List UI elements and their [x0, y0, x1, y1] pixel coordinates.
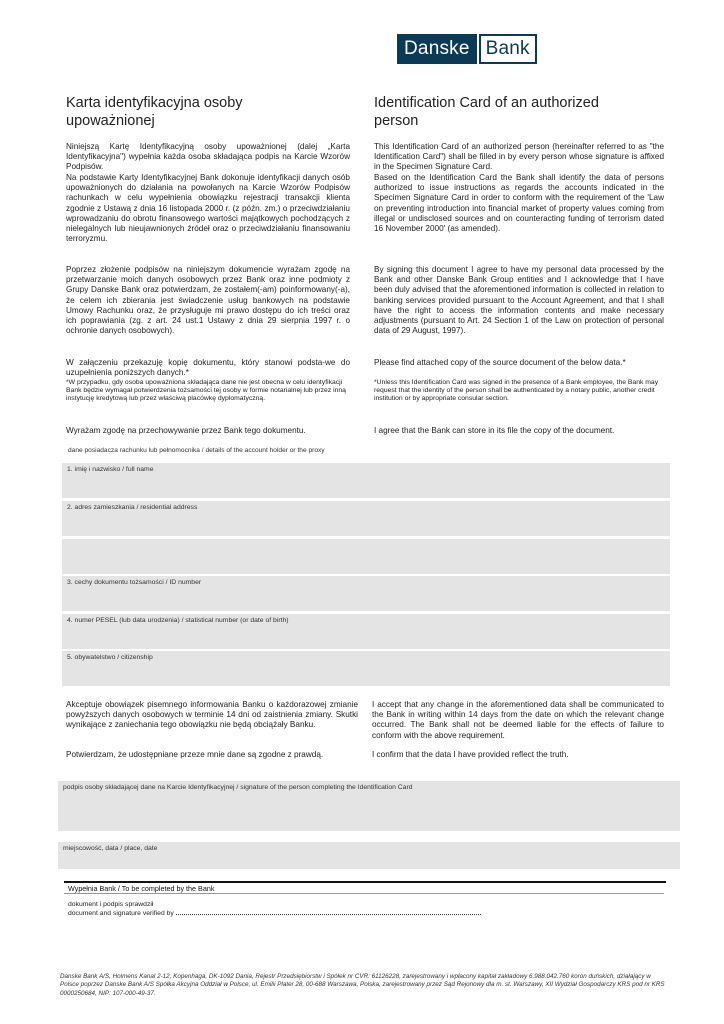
full-name-field[interactable] — [62, 463, 670, 498]
consent-paragraph-en: By signing this document I agree to have my personal data processed by the Bank and other Danske Bank Group entities and I acknowledge that I have been duly advised that the aforementioned information is collected in relation to banking services provided pursuant to the Account Agreement, and that I shall have the right to access the information contents and make necessary adjustments (pursuant to Art. 24 Section 1 of the Law on protection of personal data of 29 August, 1997). — [374, 265, 664, 336]
attachment-paragraph-en: Please find attached copy of the source document of the below data.* — [374, 358, 626, 367]
title-english: Identification Card of an authorized person — [374, 95, 599, 129]
residential-address-continued-field[interactable] — [62, 539, 670, 574]
verified-row — [68, 910, 481, 917]
place-date-field[interactable] — [58, 842, 680, 869]
change-notification-en: I accept that any change in the aforementioned data shall be communicated to the Bank in writing within 14 days from the date on which the relevant change occurred. The Bank shall not be deemed liable for the effects of failure to conform with the above requirement. — [372, 700, 664, 740]
attachment-note-en: *Unless this Identification Card was signed in the presence of a Bank employee, the Bank may request that the identity of the person shall be authenticated by a notary public, another credit institution or by appropriate consular section. — [374, 379, 659, 403]
pesel-field[interactable] — [62, 614, 670, 649]
citizenship-label: 5. obywatelstwo / citizenship — [67, 654, 153, 661]
intro-paragraph-pl: Niniejszą Kartę Identyfikacyjną osoby upoważnionej (dalej „Karta Identyfikacyjna") wypełnia każda osoba składająca podpis na Karcie Wzorów Podpisów. — [66, 142, 350, 172]
intro-paragraph-en: This Identification Card of an authorized person (hereinafter referred to as "the Identification Card") shall be filled in by every person whose signature is affixed in the Specimen Signature Card. — [374, 142, 664, 172]
form-caption: dane posiadacza rachunku lub pełnomocnika / details of the account holder or the proxy — [68, 447, 325, 454]
attachment-note-pl: *W przypadku, gdy osoba upoważniona składająca dane nie jest obecna w celu identyfikacji Bank będzie wymagał potwierdzenia tożsamości tej osoby w formie notarialnej lub przez inną instytucję kredytową lub przez właściwą placówkę dyplomatyczną. — [66, 379, 346, 403]
pesel-label: 4. numer PESEL (lub data urodzenia) / statistical number (or date of birth) — [67, 617, 289, 624]
legal-footer: Danske Bank A/S, Holmens Kanal 2-12, Kopenhaga, DK-1092 Dania, Rejestr Przedsiębiorstw i Spółek nr CVR: 61126228, zarejestrowany i wpłacony kapitał zakładowy 6.988.042.760 koron duńskich, działający w Polsce poprzez Danske Bank A/S Spółka Akcyjna Oddział w Polsce, ul. Emilii Plater 28, 00-688 Warszawa, Polska, zarejestrowany przez Sąd Rejonowy dla m. st. Warszawy, XII Wydział Gospodarczy KRS pod nr KRS 0000250684, NIP: 107-000-49-37. — [60, 973, 665, 997]
consent-paragraph-pl: Poprzez złożenie podpisów na niniejszym dokumencie wyrażam zgodę na przetwarzanie moich danych osobowych przez Bank oraz inne podmioty z Grupy Danske Bank oraz potwierdzam, że zostałem(-am) poinformowany(-a), że celem ich zbierania jest świadczenie usług bankowych na podstawie Umowy Rachunku oraz, że przysługuje mi prawo dostępu do ich treści oraz ich poprawiania (zg. z art. 24 ust.1 Ustawy z dnia 29 sierpnia 1997 r. o ochronie danych osobowych). — [66, 265, 350, 336]
verified-label-en: document and signature verified by — [68, 910, 174, 917]
residential-address-label: 2. adres zamieszkania / residential address — [67, 504, 198, 511]
logo-bank: Bank — [479, 34, 537, 64]
identification-paragraph-pl: Na podstawie Karty Identyfikacyjnej Bank dokonuje identyfikacji danych osób upoważnionych do działania na powołanych na Karcie Wzorów Podpisów rachunkach w celu wypełnienia obowiązku rejestracji transakcji klienta zgodnie z Ustawą z dnia 16 listopada 2000 r. (z późn. zm.) o przeciwdziałaniu wprowadzaniu do obrotu finansowego wartości majątkowych pochodzących z nielegalnych lub nieujawnionych źródeł oraz o przeciwdziałaniu finansowaniu terroryzmu. — [66, 173, 350, 244]
signature-field[interactable] — [58, 781, 680, 831]
truth-confirmation-pl: Potwierdzam, że udostępniane przeze mnie dane są zgodne z prawdą. — [66, 750, 324, 759]
full-name-label: 1. imię i nazwisko / full name — [67, 466, 154, 473]
citizenship-field[interactable] — [62, 651, 670, 686]
bank-section-divider — [64, 881, 666, 883]
verified-label-pl: dokument i podpis sprawdził — [68, 901, 154, 908]
signature-label: podpis osoby składającej dane na Karcie Identyfikacyjnej / signature of the person completing the Identification Card — [63, 784, 413, 791]
bank-section-underline — [64, 893, 664, 894]
change-notification-pl: Akceptuje obowiązek pisemnego informowania Banku o każdorazowej zmianie powyższych danych osobowych w terminie 14 dni od zaistnienia zmiany. Skutki wynikające z zaniechania tego obowiązku nie będą obciążały Banku. — [66, 700, 358, 730]
truth-confirmation-en: I confirm that the data I have provided reflect the truth. — [372, 750, 569, 759]
storage-consent-pl: Wyrażam zgodę na przechowywanie przez Bank tego dokumentu. — [66, 426, 306, 435]
verified-by-line[interactable] — [176, 914, 481, 915]
title-polish: Karta identyfikacyjna osoby upoważnionej — [66, 95, 243, 129]
id-number-field[interactable] — [62, 576, 670, 611]
residential-address-field[interactable] — [62, 501, 670, 536]
danske-bank-logo — [397, 34, 537, 64]
identification-paragraph-en: Based on the Identification Card the Bank shall identify the data of persons authorized to issue instructions as regards the accounts indicated in the Specimen Signature Card in order to conform with the requirement of the 'Law on preventing introduction into financial market of property values coming from illegal or undisclosed sources and on counteracting funding of terrorism dated 16 November 2000' (as amended). — [374, 173, 664, 234]
attachment-paragraph-pl: W załączeniu przekazuję kopię dokumentu, który stanowi podsta-we do uzupełnienia poniższych danych.* — [66, 358, 350, 378]
storage-consent-en: I agree that the Bank can store in its file the copy of the document. — [374, 426, 615, 435]
place-date-label: miejscowość, data / place, date — [63, 845, 158, 852]
logo-danske: Danske — [397, 34, 477, 64]
bank-section-title: Wypełnia Bank / To be completed by the Bank — [68, 884, 215, 893]
id-number-label: 3. cechy dokumentu tożsamości / ID number — [67, 579, 202, 586]
